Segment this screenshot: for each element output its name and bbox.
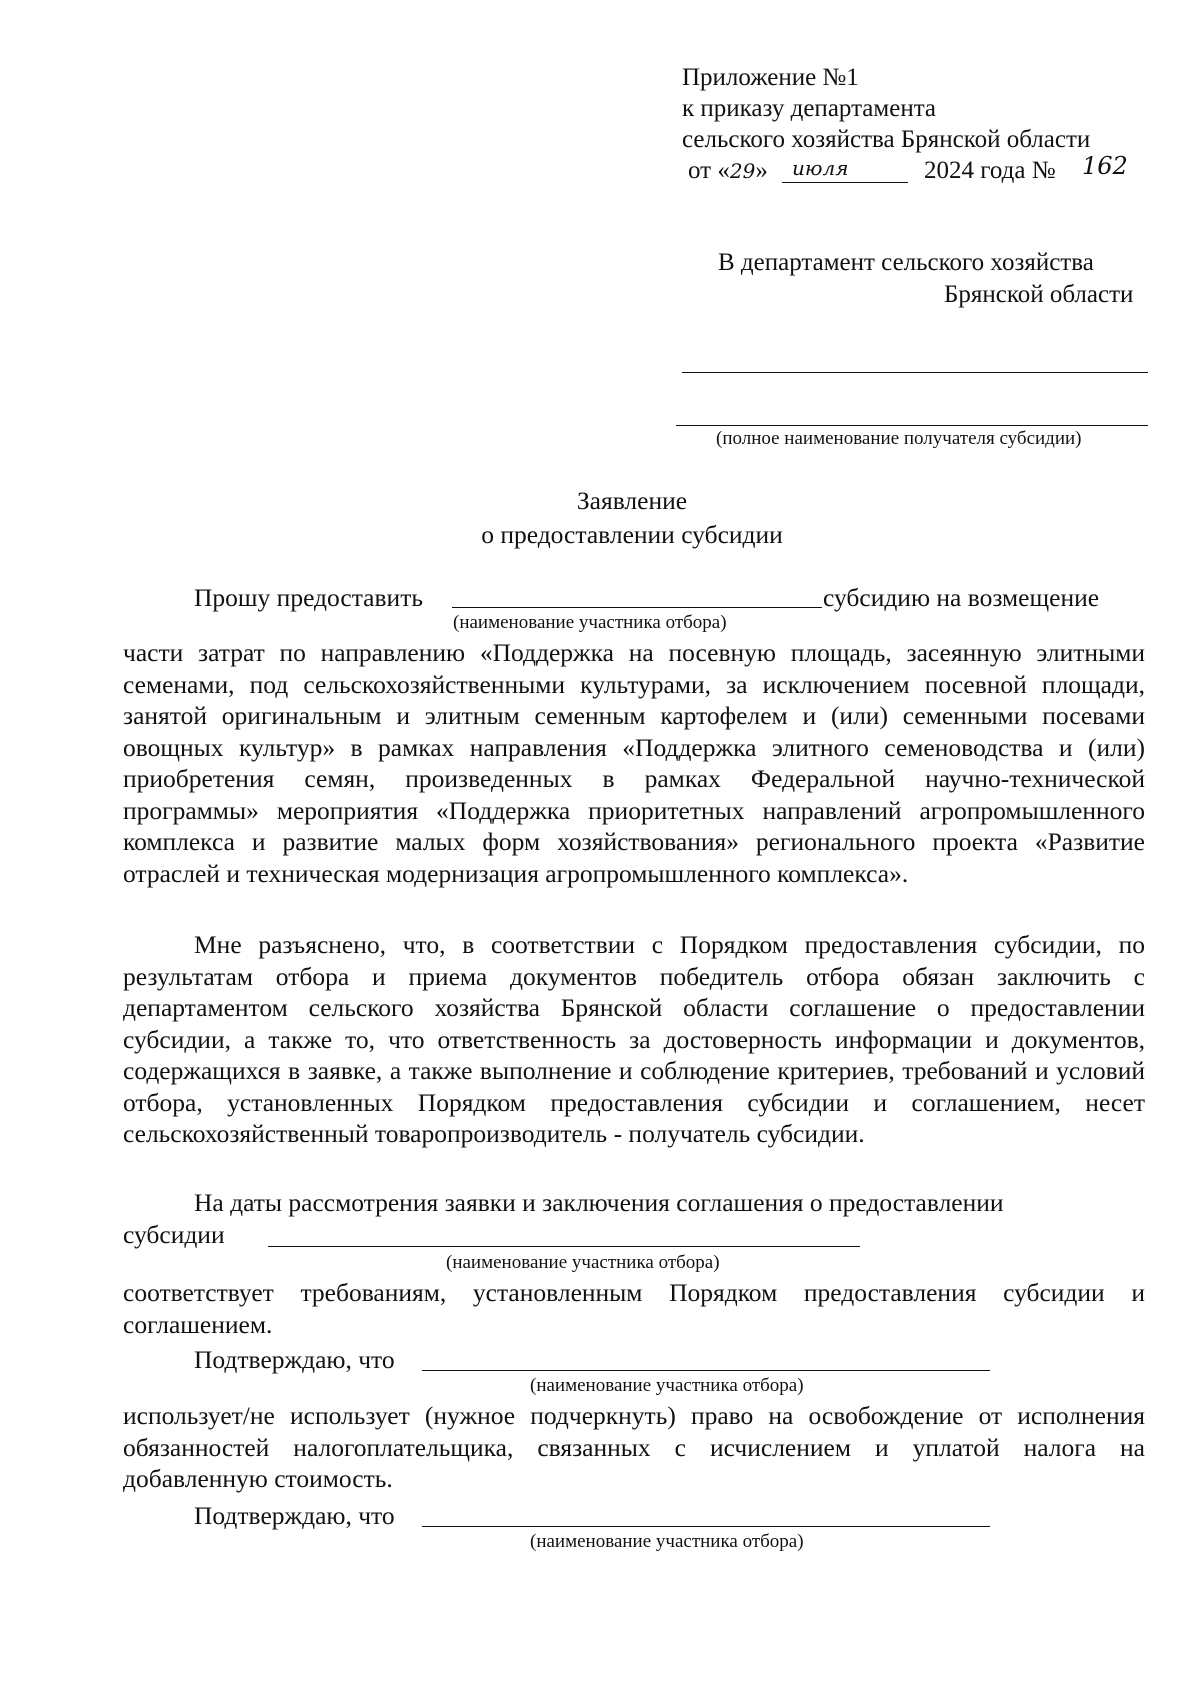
p4-lead: Подтверждаю, что xyxy=(194,1345,395,1374)
appendix-department-line: сельского хозяйства Брянской области xyxy=(682,126,1091,153)
p1-lead: Прошу предоставить xyxy=(194,583,423,612)
date-day-handwritten: 29 xyxy=(729,159,756,183)
appendix-date-line xyxy=(688,152,1148,189)
recipient-name-line-2[interactable] xyxy=(676,425,1148,426)
p3-line-1: На даты рассмотрения заявки и заключения соглашения о предоставлении xyxy=(194,1188,1004,1217)
p3-lead: субсидии xyxy=(123,1220,225,1249)
appendix-order-line: к приказу департамента xyxy=(682,95,937,122)
addressee-line-1: В департамент сельского хозяйства xyxy=(718,249,1094,276)
p4-participant-field[interactable] xyxy=(422,1370,990,1371)
p1-trail: субсидию на возмещение xyxy=(823,583,1100,612)
recipient-caption: (полное наименование получателя субсидии) xyxy=(716,428,1082,449)
p2-body: Мне разъяснено, что, в соответствии с Порядком предоставления субсидии, по результатам отбора и приема документов победитель отбора обязан заключить с департаментом сельского хозяйства Брянской области соглашение о предоставлении субсидии, а также то, что ответственность за достоверность информации и документов, содержащихся в заявке, а также выполнение и соблюдение критериев, требований и условий отбора, установленных Порядком предоставления субсидии и соглашением, несет сельскохозяйственный товаропроизводитель - получатель субсидии. xyxy=(123,930,1145,1148)
recipient-name-line-1[interactable] xyxy=(682,372,1148,373)
date-prefix: от « xyxy=(688,157,730,184)
order-number-handwritten: 162 xyxy=(1082,152,1128,180)
date-month-underline xyxy=(782,182,908,183)
p5-caption: (наименование участника отбора) xyxy=(530,1531,804,1552)
p3-participant-field[interactable] xyxy=(268,1246,860,1247)
p3-body: соответствует требованиям, установленным Порядком предоставления субсидии и соглашением. xyxy=(123,1278,1145,1339)
p3-caption: (наименование участника отбора) xyxy=(446,1252,720,1273)
appendix-title: Приложение №1 xyxy=(682,64,859,91)
document-subtitle: о предоставлении субсидии xyxy=(481,520,783,549)
document-title: Заявление xyxy=(576,486,688,515)
p4-caption: (наименование участника отбора) xyxy=(530,1375,804,1396)
p4-body: использует/не использует (нужное подчеркнуть) право на освобождение от исполнения обязанностей налогоплательщика, связанных с исчислением и уплатой налога на добавленную стоимость. xyxy=(123,1401,1145,1493)
p1-body: части затрат по направлению «Поддержка на посевную площадь, засеянную элитными семенами, под сельскохозяйственными культурами, за исключением посевной площади, занятой оригинальным и элитным семенным картофелем и (или) семенными посевами овощных культур» в рамках направления «Поддержка элитного семеноводства и (или) приобретения семян, произведенных в рамках Федеральной научно-технической программы» мероприятия «Поддержка приоритетных направлений агропромышленного комплекса и развитие малых форм хозяйствования» регионального проекта «Развитие отраслей и техническая модернизация агропромышленного комплекса». xyxy=(123,638,1145,888)
date-month-handwritten: июля xyxy=(792,156,849,180)
p1-participant-field[interactable] xyxy=(452,607,822,608)
p5-participant-field[interactable] xyxy=(422,1526,990,1527)
p5-lead: Подтверждаю, что xyxy=(194,1501,395,1530)
addressee-line-2: Брянской области xyxy=(944,281,1134,308)
date-close: » xyxy=(755,157,768,184)
date-year-text: 2024 года № xyxy=(924,157,1056,184)
p1-caption: (наименование участника отбора) xyxy=(453,612,727,633)
